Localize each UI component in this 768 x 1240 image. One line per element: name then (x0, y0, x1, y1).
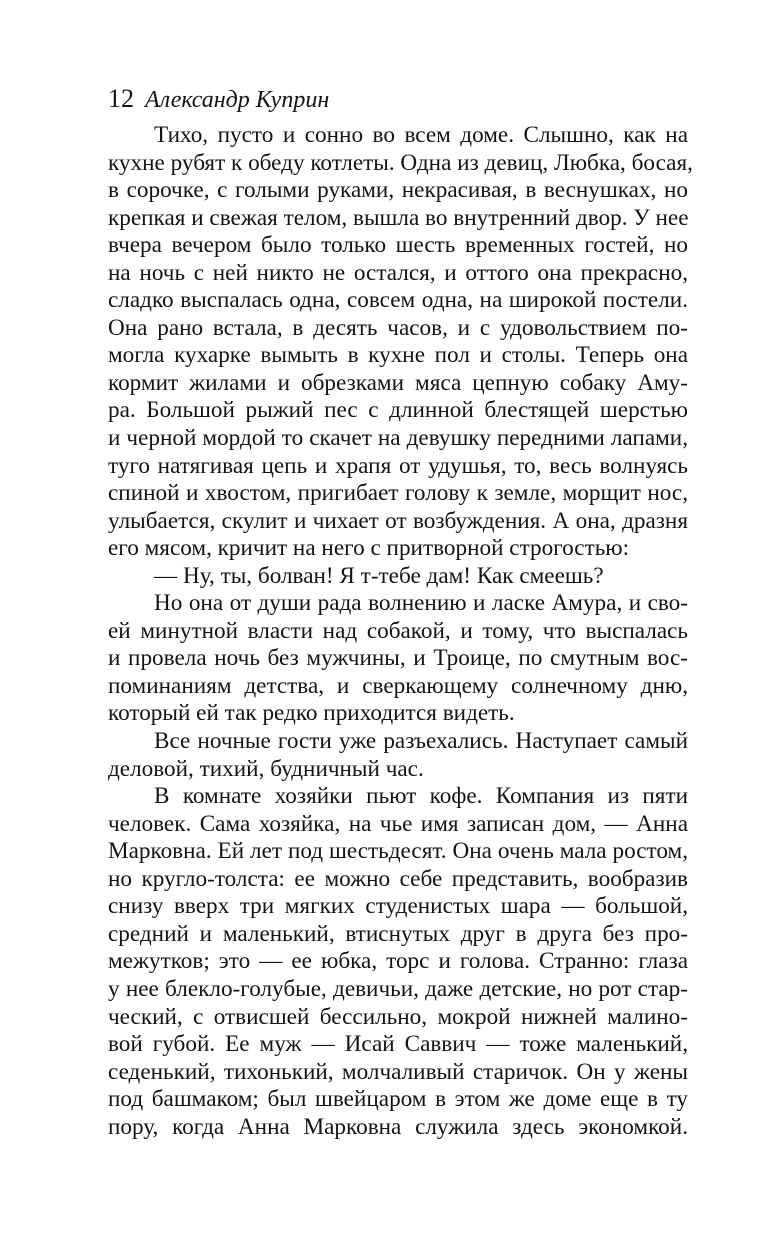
text-line: ческий, с отвисшей бессильно, мокрой нижней малино- (108, 1003, 688, 1030)
text-line: под башмаком; был швейцаром в этом же доме еще в ту (108, 1086, 688, 1113)
text-line: ей минутной власти над собакой, и тому, что выспалась (108, 617, 688, 644)
dialogue-line: — Ну, ты, болван! Я т-тебе дам! Как смеешь? (154, 562, 604, 589)
text-line: снизу вверх три мягких студенистых шара — большой, (108, 893, 688, 920)
text-line: Марковна. Ей лет под шестьдесят. Она очень мала ростом, (108, 838, 688, 865)
body-text (108, 122, 693, 1141)
text-line: у нее блекло-голубые, девичьи, даже детские, но рот стар- (108, 975, 688, 1002)
page-number: 12 (108, 84, 134, 113)
text-line: и черной мордой то скачет на девушку передними лапами, (108, 425, 688, 452)
text-line: но кругло-толста: ее можно себе представить, вообразив (108, 865, 688, 892)
text-line: кухне рубят к обеду котлеты. Одна из девиц, Любка, босая, (108, 149, 693, 176)
text-line: который ей так редко приходится видеть. (108, 700, 515, 727)
text-line: пору, когда Анна Марковна служила здесь экономкой. (108, 1113, 688, 1140)
text-line: туго натягивая цепь и храпя от удушья, то, весь волнуясь (108, 452, 688, 479)
text-line: могла кухарке вымыть в кухне пол и столы. Теперь она (108, 342, 688, 369)
text-line: человек. Сама хозяйка, на чье имя записан дом, — Анна (108, 810, 688, 837)
text-line: седенький, тихонький, молчаливый старичок. Он у жены (108, 1058, 688, 1085)
text-line: деловой, тихий, будничный час. (108, 755, 424, 782)
text-line: Но она от души рада волнению и ласке Амура, и сво- (154, 590, 688, 617)
text-line: Тихо, пусто и сонно во всем доме. Слышно, как на (154, 122, 688, 148)
text-line: сладко выспалась одна, совсем одна, на широкой постели. (108, 287, 688, 314)
text-line: его мясом, кричит на него с притворной строгостью: (108, 535, 630, 562)
page-header (108, 84, 688, 118)
text-line: кормит жилами и обрезками мяса цепную собаку Аму- (108, 369, 688, 396)
text-line: межутков; это — ее юбка, торс и голова. Странно: глаза (108, 948, 688, 975)
text-line: вчера вечером было только шесть временных гостей, но (108, 232, 688, 259)
text-line: ра. Большой рыжий пес с длинной блестящей шерстью (108, 397, 688, 424)
text-line: поминаниям детства, и сверкающему солнечному дню, (108, 672, 688, 699)
text-line: и провела ночь без мужчины, и Троице, по смутным вос- (108, 645, 688, 672)
text-line: вой губой. Ее муж — Исай Саввич — тоже маленький, (108, 1031, 688, 1058)
text-line: средний и маленький, втиснутых друг в друга без про- (108, 920, 688, 947)
text-line: В комнате хозяйки пьют кофе. Компания из пяти (154, 783, 688, 810)
text-line: Она рано встала, в десять часов, и с удовольствием по- (108, 314, 688, 341)
text-line: крепкая и свежая телом, вышла во внутренний двор. У нее (108, 204, 689, 231)
text-line: спиной и хвостом, пригибает голову к земле, морщит нос, (108, 480, 688, 507)
text-line: в сорочке, с голыми руками, некрасивая, в веснушках, но (108, 177, 688, 204)
text-line: на ночь с ней никто не остался, и оттого она прекрасно, (108, 259, 688, 286)
running-head-author: Александр Куприн (145, 87, 330, 113)
text-line: Все ночные гости уже разъехались. Наступает самый (154, 728, 688, 755)
text-line: улыбается, скулит и чихает от возбуждения. А она, дразня (108, 507, 688, 534)
